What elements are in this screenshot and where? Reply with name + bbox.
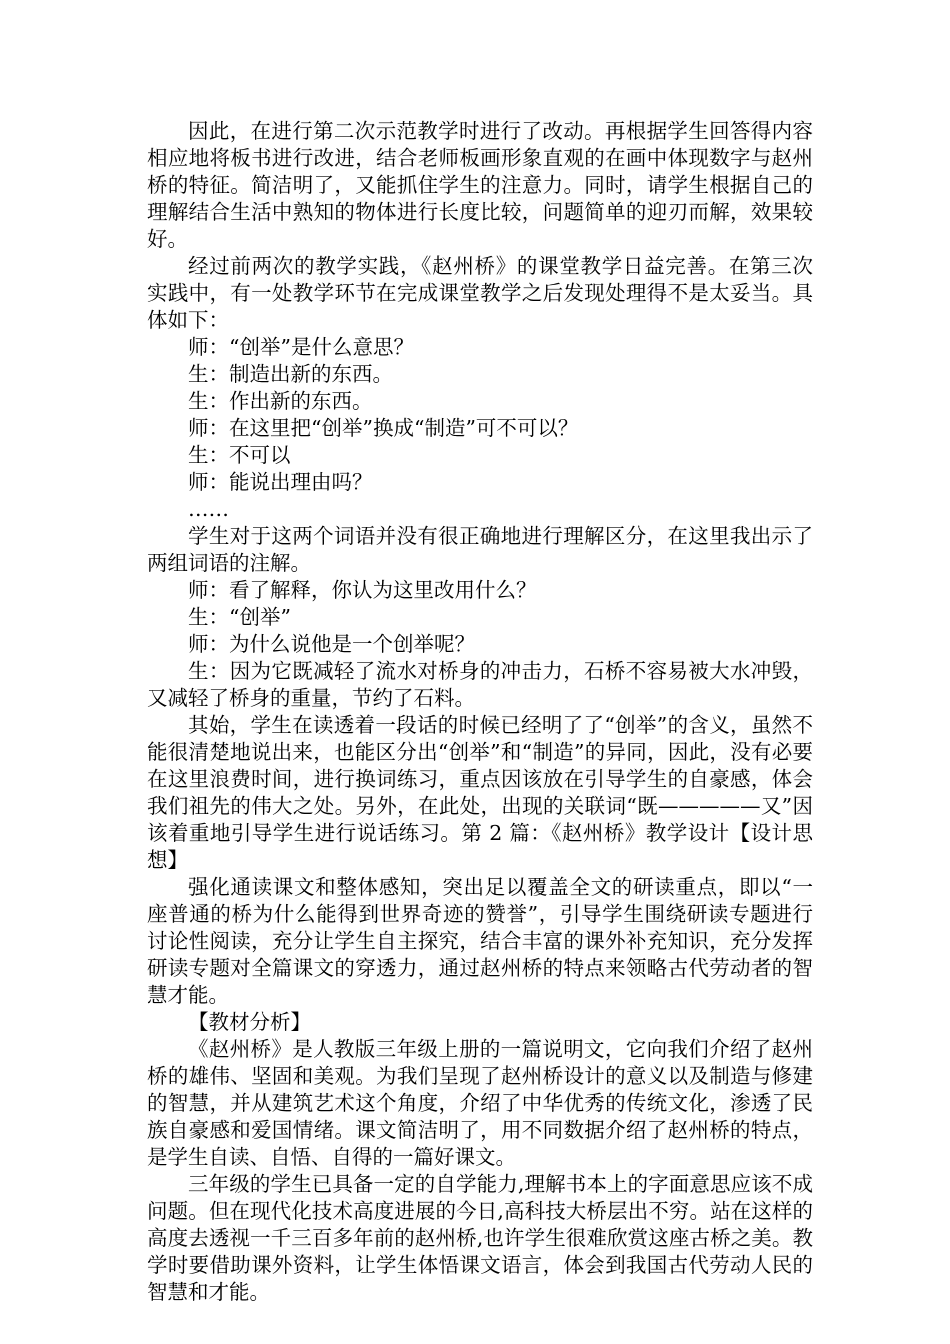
- dialogue-line: 生：制造出新的东西。: [188, 362, 393, 386]
- paragraph-textbook-analysis: 《赵州桥》是人教版三年级上册的一篇说明文，它向我们介绍了赵州桥的雄伟、坚固和美观。为我们呈现了赵州桥设计的意义以及制造与修建的智慧，并从建筑艺术这个角度，介绍了中华优秀的传统文化，渗透了民族自豪感和爱国情绪。课文简洁明了，用不同数据介绍了赵州桥的特点，是学生自读、自悟、自得的一篇好课文。: [147, 1037, 813, 1169]
- dialogue-line: 师：为什么说他是一个创举呢？: [188, 632, 475, 656]
- dialogue-line: 生：因为它既减轻了流水对桥身的冲击力，石桥不容易被大水冲毁，又减轻了桥身的重量，节约了石料。: [147, 659, 813, 710]
- dialogue-line: 生：“创举”: [188, 605, 291, 629]
- paragraph-third-practice: 经过前两次的教学实践，《赵州桥》的课堂教学日益完善。在第三次实践中，有一处教学环节在完成课堂教学之后发现处理得不是太妥当。具体如下：: [147, 254, 813, 332]
- dialogue-line: 师：看了解释，你认为这里改用什么？: [188, 578, 537, 602]
- section-heading: 【教材分析】: [188, 1010, 311, 1034]
- paragraph-student-analysis: 三年级的学生已具备一定的自学能力,理解书本上的字面意思应该不成问题。但在现代化技术高度进展的今日,高科技大桥层出不穷。站在这样的高度去透视一千三百多年前的赵州桥,也许学生很难欣赏这座古桥之美。教学时要借助课外资料，让学生体悟课文语言，体会到我国古代劳动人民的智慧和才能。: [147, 1172, 813, 1304]
- dialogue-line: 师：能说出理由吗？: [188, 470, 373, 494]
- paragraph-design-idea: 强化通读课文和整体感知，突出足以覆盖全文的研读重点，即以“一座普通的桥为什么能得到世界奇迹的赞誉”，引导学生围绕研读专题进行讨论性阅读，充分让学生自主探究，结合丰富的课外补充知识，充分发挥研读专题对全篇课文的穿透力，通过赵州桥的特点来领略古代劳动者的智慧才能。: [147, 875, 813, 1007]
- dialogue-line: 生：作出新的东西。: [188, 389, 373, 413]
- ellipsis-line: ……: [188, 497, 229, 521]
- document-body: [147, 118, 813, 1306]
- dialogue-line: 生：不可以: [188, 443, 291, 467]
- paragraph-word-explanation: 学生对于这两个词语并没有很正确地进行理解区分，在这里我出示了两组词语的注解。: [147, 524, 813, 575]
- paragraph-revision: 因此，在进行第二次示范教学时进行了改动。再根据学生回答得内容相应地将板书进行改进，结合老师板画形象直观的在画中体现数字与赵州桥的特征。简洁明了，又能抓住学生的注意力。同时，请学生根据自己的理解结合生活中熟知的物体进行长度比较，问题简单的迎刃而解，效果较好。: [147, 119, 813, 251]
- dialogue-line: 师：在这里把“创举”换成“制造”可不可以？: [188, 416, 579, 440]
- dialogue-line: 师：“创举”是什么意思？: [188, 335, 414, 359]
- paragraph-reflection: 其始，学生在读透着一段话的时候已经明了了“创举”的含义，虽然不能很清楚地说出来，也能区分出“创举”和“制造”的异同，因此，没有必要在这里浪费时间，进行换词练习，重点因该放在引导学生的自豪感，体会我们祖先的伟大之处。另外，在此处，出现的关联词“既—————又”因该着重地引导学生进行说话练习。第 2 篇：《赵州桥》教学设计【设计思想】: [147, 713, 813, 872]
